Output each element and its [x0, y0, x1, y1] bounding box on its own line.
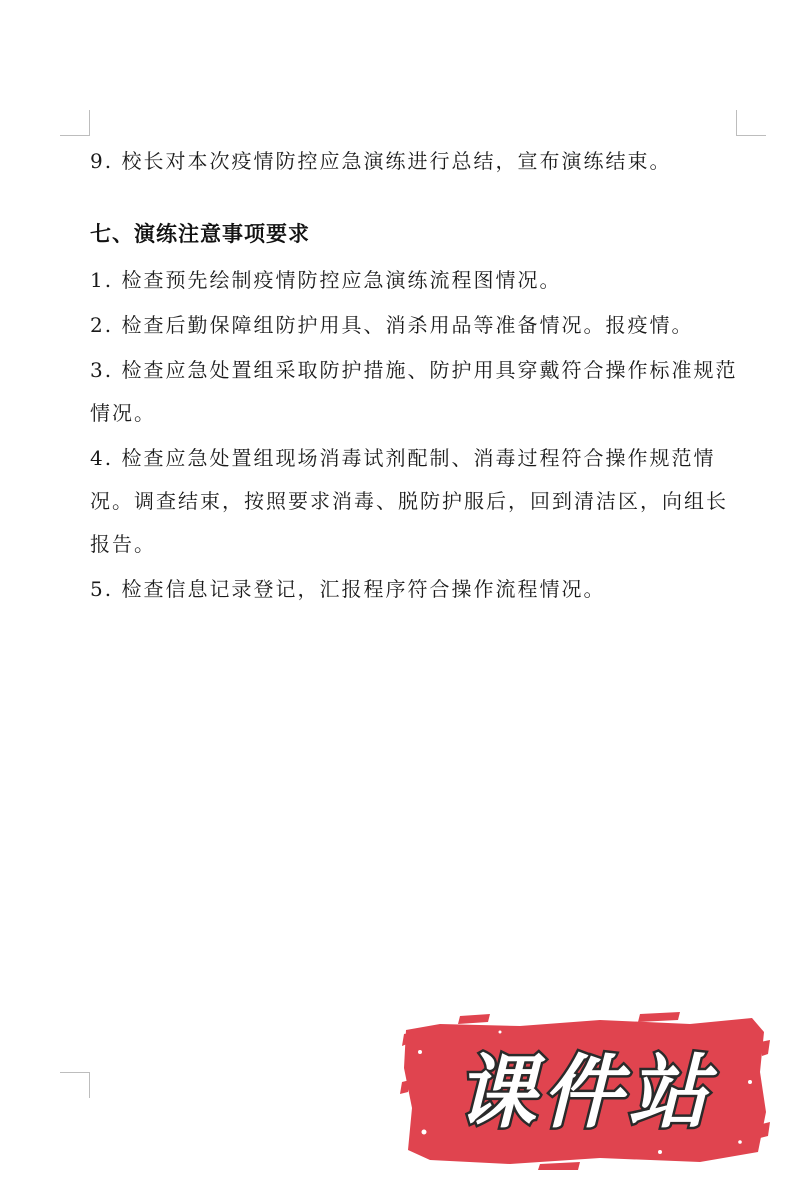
list-item: 3. 检查应急处置组采取防护措施、防护用具穿戴符合操作标准规范情况。 — [90, 358, 738, 425]
watermark-logo — [400, 1012, 770, 1170]
section-heading: 七、演练注意事项要求 — [90, 222, 310, 246]
watermark-text: 课件站 — [456, 1046, 714, 1139]
crop-mark-bottom-left — [60, 1072, 90, 1098]
paragraph-item-9: 9. 校长对本次疫情防控应急演练进行总结，宣布演练结束。 — [90, 149, 672, 173]
list-item: 2. 检查后勤保障组防护用具、消杀用品等准备情况。报疫情。 — [90, 313, 694, 337]
document-body — [90, 140, 740, 613]
list-item: 1. 检查预先绘制疫情防控应急演练流程图情况。 — [90, 268, 562, 292]
list-item: 5. 检查信息记录登记，汇报程序符合操作流程情况。 — [90, 577, 606, 601]
list-item: 4. 检查应急处置组现场消毒试剂配制、消毒过程符合操作规范情况。调查结束，按照要求消毒、脱防护服后，回到清洁区，向组长报告。 — [90, 446, 728, 556]
crop-mark-top-right — [736, 110, 766, 136]
crop-mark-top-left — [60, 110, 90, 136]
